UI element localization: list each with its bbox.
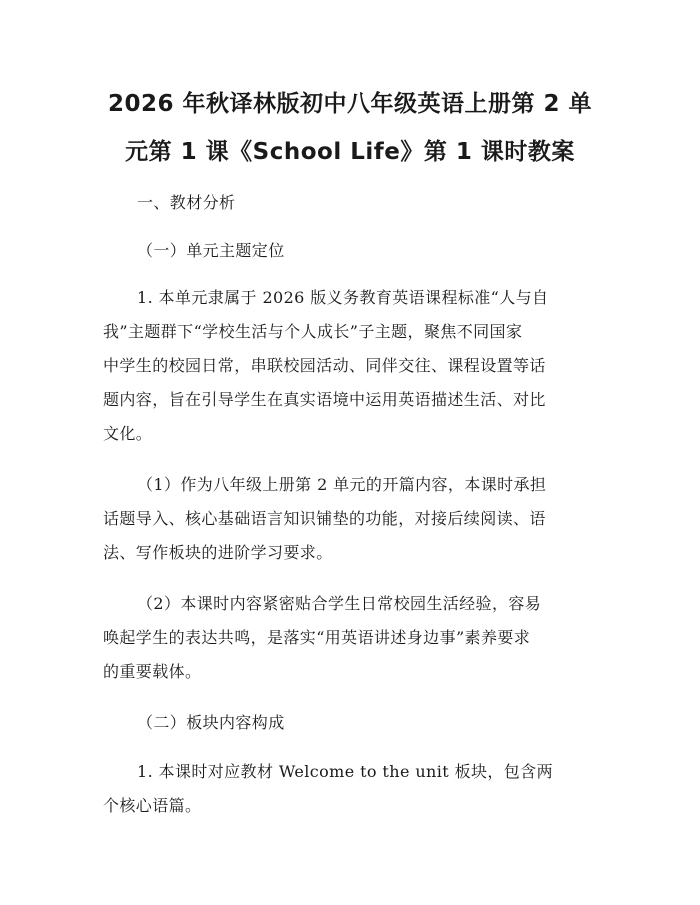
paragraph-2 [103, 468, 598, 570]
paragraph-1-line-3: 中学生的校园日常，串联校园活动、同伴交往、课程设置等话 [103, 356, 546, 375]
paragraph-3 [103, 587, 598, 689]
paragraph-1-line-1: 1. 本单元隶属于 2026 版义务教育英语课程标准“人与自 [137, 288, 549, 307]
paragraph-4-line-2: 个核心语篇。 [103, 796, 202, 815]
paragraph-2-line-2: 话题导入、核心基础语言知识铺垫的功能，对接后续阅读、语 [103, 509, 546, 528]
paragraph-2-line-3: 法、写作板块的进阶学习要求。 [103, 543, 333, 562]
document-title [92, 80, 608, 176]
paragraph-1-line-5: 文化。 [103, 424, 153, 443]
paragraph-4 [103, 755, 598, 823]
paragraph-3-line-3: 的重要载体。 [103, 662, 202, 681]
paragraph-4-line-1: 1. 本课时对应教材 Welcome to the unit 板块，包含两 [137, 762, 553, 781]
paragraph-3-line-1: （2）本课时内容紧密贴合学生日常校园生活经验，容易 [137, 594, 542, 613]
paragraph-2-line-1: （1）作为八年级上册第 2 单元的开篇内容，本课时承担 [137, 475, 547, 494]
paragraph-1-line-2: 我”主题群下“学校生活与个人成长”子主题，聚焦不同国家 [103, 322, 523, 341]
paragraph-1-line-4: 题内容，旨在引导学生在真实语境中运用英语描述生活、对比 [103, 390, 546, 409]
subsection-heading-1: （一）单元主题定位 [137, 241, 285, 260]
paragraph-3-line-2: 唤起学生的表达共鸣，是落实“用英语讲述身边事”素养要求 [103, 628, 531, 647]
subsection-heading-2: （二）板块内容构成 [137, 713, 285, 732]
section-heading-1: 一、教材分析 [137, 193, 236, 212]
paragraph-1 [103, 281, 598, 451]
title-line-1: 2026 年秋译林版初中八年级英语上册第 2 单 [107, 91, 593, 117]
title-line-2: 元第 1 课《School Life》第 1 课时教案 [125, 139, 575, 165]
